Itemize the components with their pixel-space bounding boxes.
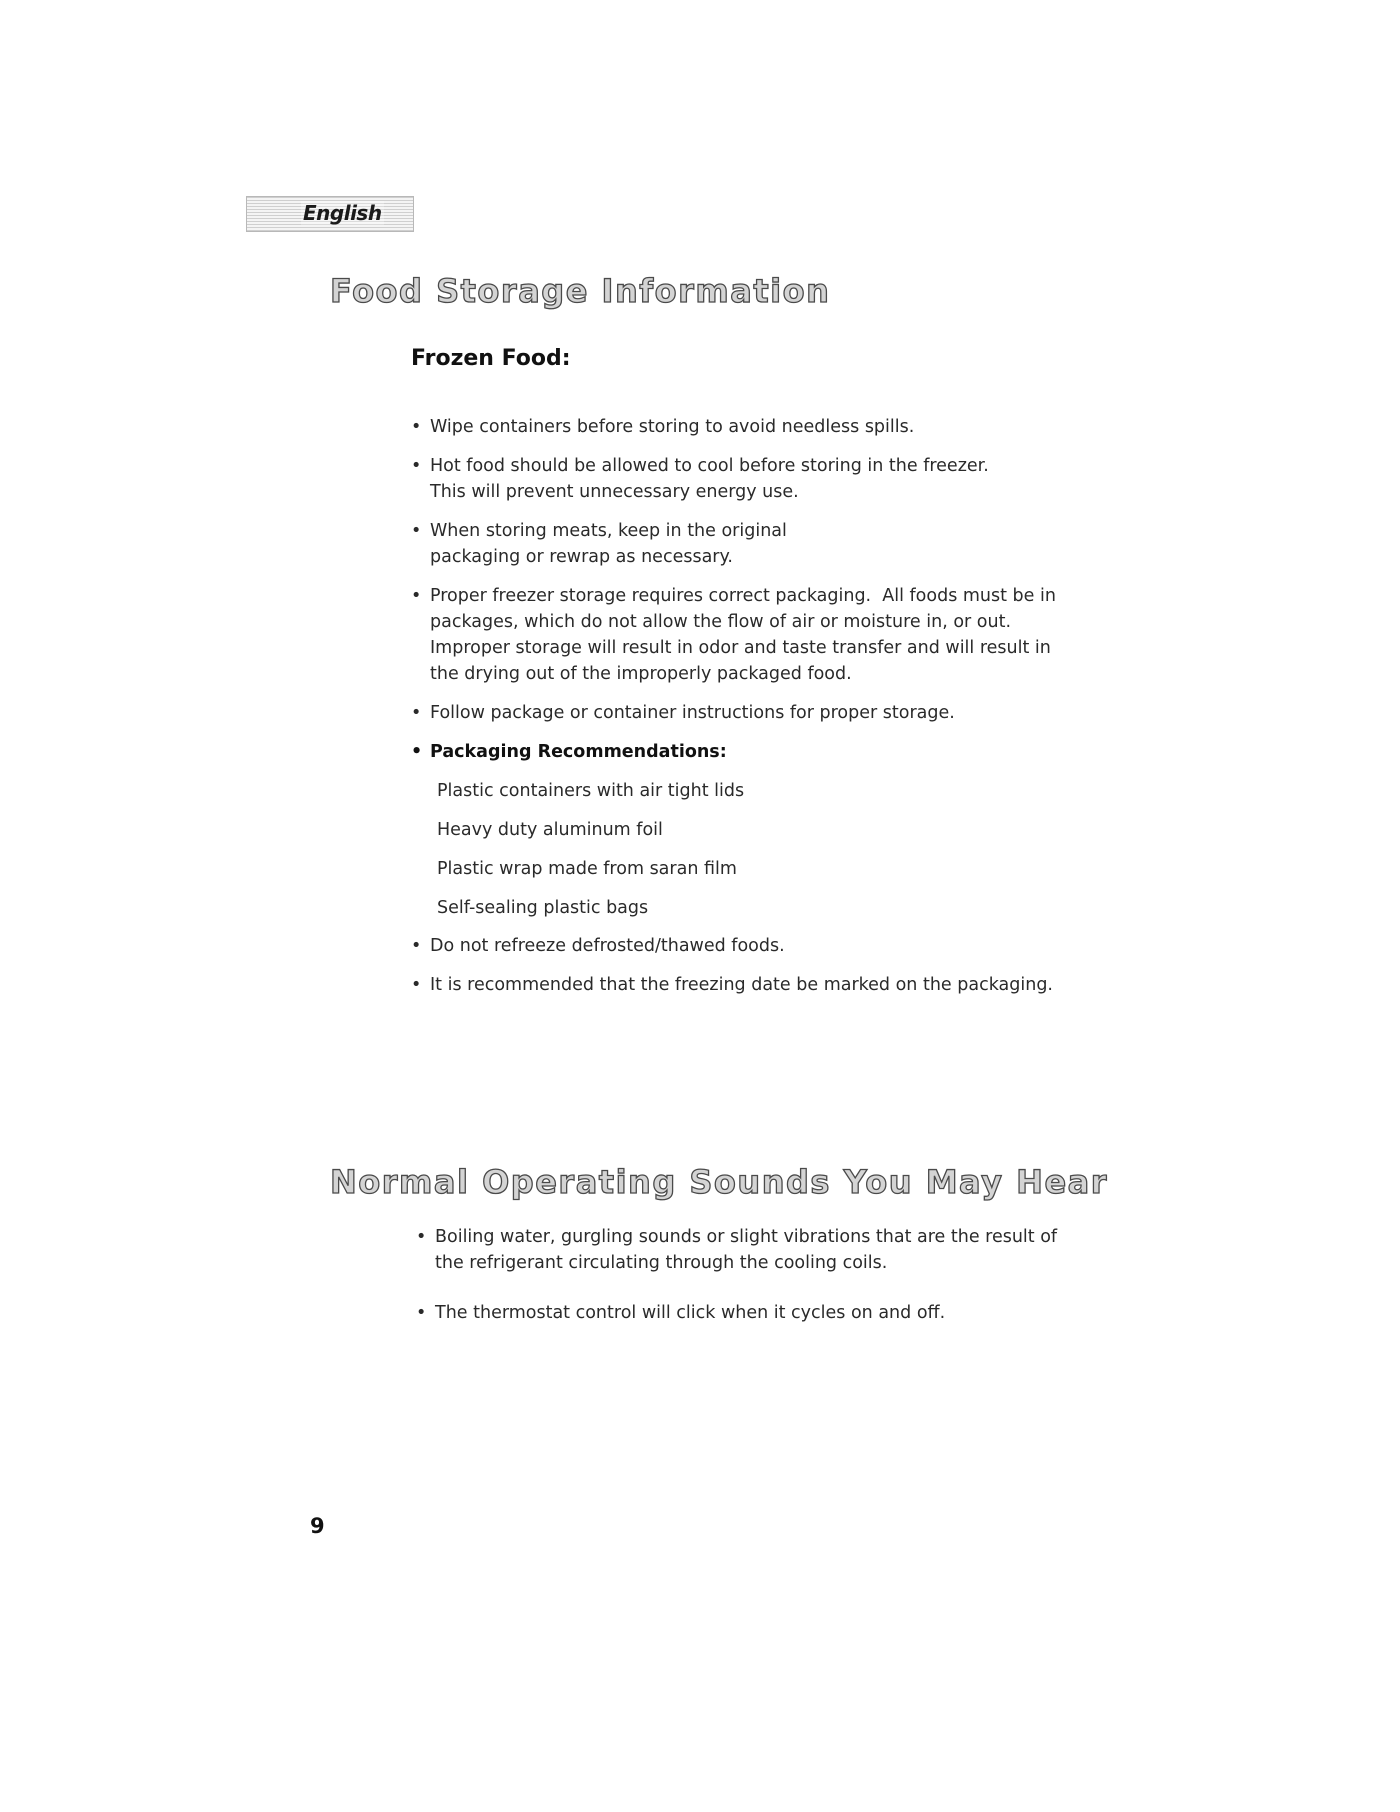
- subheading-frozen-food: Frozen Food:: [411, 346, 571, 371]
- list-item-text: When storing meats, keep in the original packaging or rewrap as necessary.: [430, 521, 787, 567]
- list-item: Plastic containers with air tight lids: [437, 781, 745, 801]
- list-item: [411, 700, 1091, 726]
- list-item: [411, 453, 1091, 505]
- operating-sounds-list: [416, 1224, 1096, 1350]
- bullet-icon: •: [411, 742, 423, 762]
- list-item-text: Boiling water, gurgling sounds or slight vibrations that are the result of the refrigerant circulating through the cooling coils.: [435, 1227, 1058, 1273]
- section-title-food-storage: Food Storage Information: [330, 272, 831, 310]
- bullet-icon: •: [416, 1227, 427, 1247]
- bullet-icon: •: [411, 521, 422, 541]
- list-item: [411, 518, 1091, 570]
- list-item: [416, 1224, 1096, 1276]
- list-item-text: Hot food should be allowed to cool before storing in the freezer. This will prevent unnecessary energy use.: [430, 456, 989, 502]
- language-tab: [246, 196, 414, 232]
- packaging-recommendations: [411, 739, 1091, 921]
- packaging-list: [430, 778, 1091, 921]
- list-item: [411, 972, 1091, 998]
- bullet-icon: •: [411, 586, 422, 606]
- language-tab-label: English: [303, 201, 382, 225]
- list-item: [411, 583, 1091, 687]
- bullet-icon: •: [416, 1303, 427, 1323]
- bullet-icon: •: [411, 417, 422, 437]
- list-item: [411, 933, 1091, 959]
- list-item: Heavy duty aluminum foil: [437, 820, 663, 840]
- list-item-text: Proper freezer storage requires correct packaging. All foods must be in packages, which do not allow the flow of air or moisture in, or out. Improper storage will result in odor and taste transfer and will result in the drying out of the improperly packaged food.: [430, 586, 1062, 684]
- list-item-text: Do not refreeze defrosted/thawed foods.: [430, 936, 785, 956]
- bullet-icon: •: [411, 456, 422, 476]
- list-item-text: Follow package or container instructions for proper storage.: [430, 703, 955, 723]
- list-item: [411, 414, 1091, 440]
- list-item: Plastic wrap made from saran film: [437, 859, 737, 879]
- frozen-food-list: [411, 414, 1091, 1011]
- bullet-icon: •: [411, 936, 422, 956]
- section-title-operating-sounds: Normal Operating Sounds You May Hear: [330, 1163, 1109, 1201]
- bullet-icon: •: [411, 975, 422, 995]
- list-item-text: The thermostat control will click when it cycles on and off.: [435, 1303, 946, 1323]
- list-item: [416, 1300, 1096, 1326]
- list-item-text: Wipe containers before storing to avoid needless spills.: [430, 417, 915, 437]
- list-item: Self-sealing plastic bags: [437, 898, 649, 918]
- page-number: 9: [310, 1514, 325, 1538]
- list-item-text: It is recommended that the freezing date be marked on the packaging.: [430, 975, 1053, 995]
- bullet-icon: •: [411, 703, 422, 723]
- packaging-heading: Packaging Recommendations:: [430, 742, 727, 762]
